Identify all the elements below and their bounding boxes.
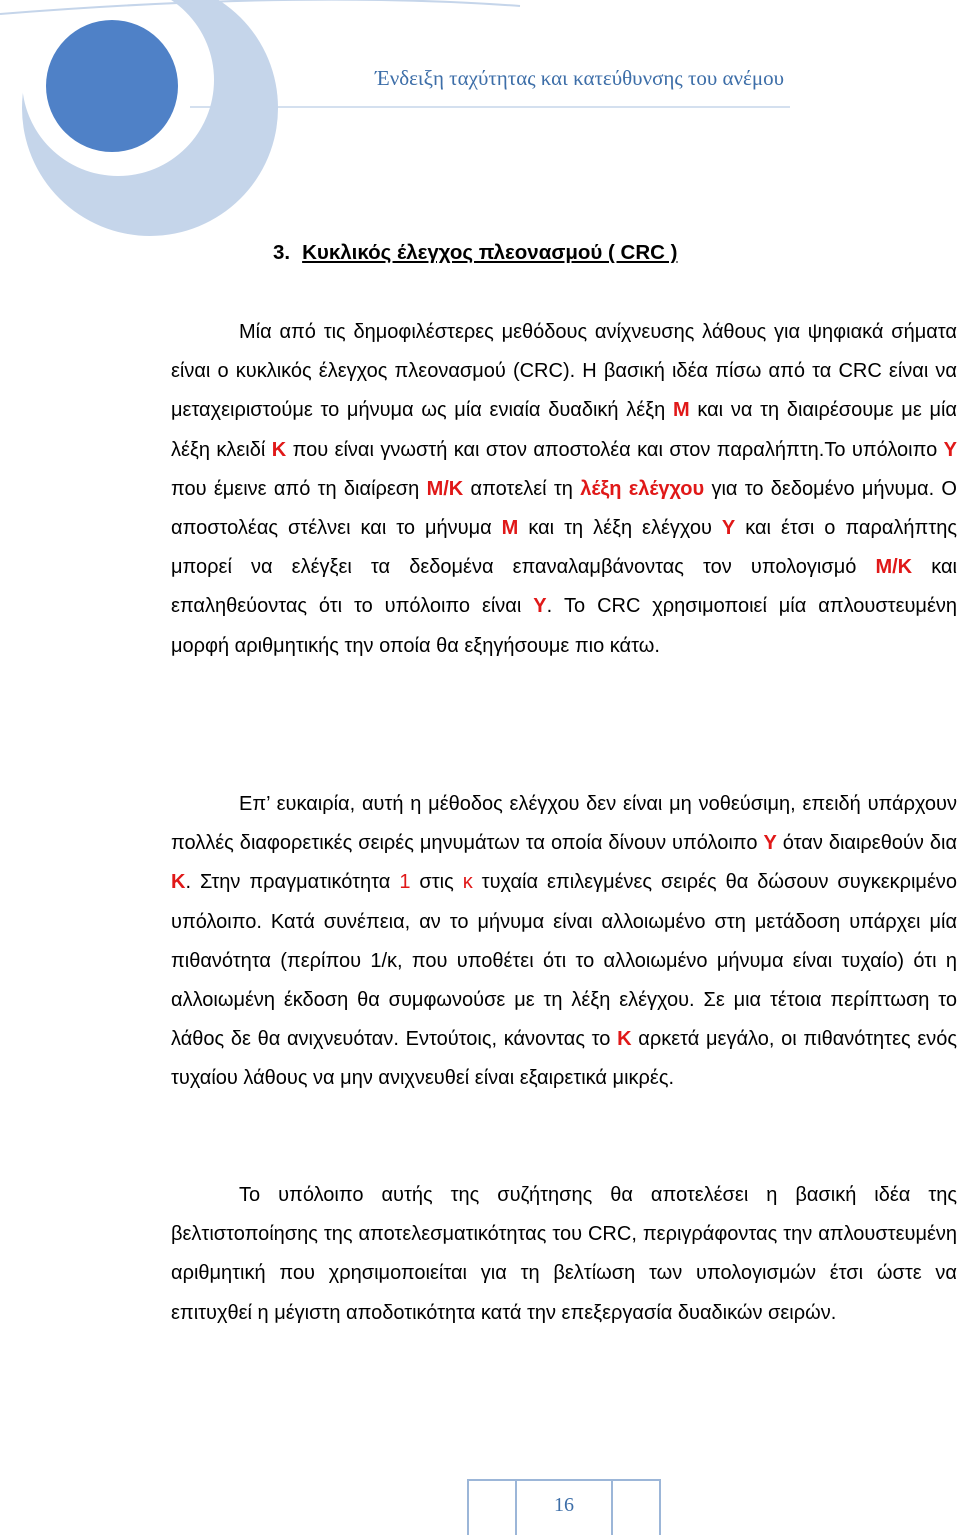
text-run: . Το CRC χρησιμοποιεί μία απλουστευμένη μορφή αριθμητικής την οποία θα εξηγήσουμε πιο κάτω. (171, 595, 957, 657)
text-run: για το δεδομένο μήνυμα. Ο αποστολέας στέλνει και το μήνυμα (171, 477, 957, 540)
section-number: 3. (273, 241, 291, 264)
symbol-m: M (501, 517, 519, 540)
text-run: όταν διαιρεθούν δια (776, 832, 958, 855)
symbol-k: K (271, 438, 287, 461)
text-run: που έμεινε από τη διαίρεση (171, 477, 427, 500)
symbol-y: Y (533, 595, 547, 618)
symbol-y: Y (943, 438, 957, 461)
text-run: και να τη διαιρέσουμε με μία λέξη κλειδί (171, 399, 957, 461)
section-title: Κυκλικός έλεγχος πλεονασμού ( CRC ) (302, 241, 678, 264)
header-decoration (0, 0, 960, 240)
symbol-k: K (617, 1028, 632, 1051)
symbol-k: K (171, 871, 186, 894)
text-run: Επ’ ευκαιρία, αυτή η μέθοδος ελέγχου δεν είναι μη νοθεύσιμη, επειδή υπάρχουν πολλές διαφορετικές σειρές μηνυμάτων τα οποία δίνουν υπόλοιπο (171, 793, 957, 855)
text-run: και έτσι ο παραλήπτης μπορεί να ελέγξει τα δεδομένα επαναλαμβάνοντας τον υπολογισμό (171, 517, 958, 579)
symbol-y: Y (763, 832, 777, 855)
text-run: που είναι γνωστή και στον αποστολέα και στον παραλήπτη.Το υπόλοιπο (286, 438, 944, 461)
text-run: στις (410, 871, 463, 894)
running-header-title: Ένδειξη ταχύτητας και κατεύθυνσης του ανέμου (375, 66, 784, 90)
text-run: αποτελεί τη (463, 477, 581, 500)
symbol-m: M (672, 399, 690, 422)
text-run: Μία από τις δημοφιλέστερες μεθόδους ανίχνευσης λάθους για ψηφιακά σήματα είναι ο κυκλικός έλεγχος πλεονασμού (CRC). Η βασική ιδέα πίσω από τα CRC είναι να μεταχειριστούμε το μήνυμα ως μία ενιαία δυαδική λέξη (171, 321, 957, 422)
text-run: τυχαία επιλεγμένες σειρές θα δώσουν συγκεκριμένο υπόλοιπο. Κατά συνέπεια, αν το μήνυμα είναι αλλοιωμένο στη μετάδοση υπάρχει μία πιθανότητα (περίπου 1/κ, που υποθέτει ότι το αλλοιωμένο μήνυμα είναι τυχαίο) ότι η αλλοιωμένη έκδοση θα συμφωνούσε με τη λέξη ελέγχου. Σε μια τέτοια περίπτωση το λάθος δε θα ανιχνευόταν. Εντούτοις, κάνοντας το (171, 871, 957, 1051)
symbol-m-over-k: M/K (875, 556, 913, 579)
symbol-m-over-k: M/K (426, 477, 464, 500)
symbol-y: Y (721, 517, 736, 540)
decor-circle-dark (46, 20, 178, 152)
check-word-term: λέξη ελέγχου (580, 477, 705, 500)
page-number: 16 (554, 1494, 574, 1516)
text-run: . Στην πραγματικότητα (185, 871, 400, 894)
paragraph-crc-intro (171, 313, 957, 666)
symbol-one: 1 (399, 871, 411, 894)
text-run: και επαληθεύοντας ότι το υπόλοιπο είναι (171, 556, 957, 618)
symbol-kappa: κ (462, 871, 473, 894)
paragraph-crc-optimization: Το υπόλοιπο αυτής της συζήτησης θα αποτελέσει η βασική ιδέα της βελτιστοποίησης της αποτελεσματικότητας του CRC, περιγράφοντας την απλουστευμένη αριθμητική που χρησιμοποιείται για τη βελτίωση των υπολογισμών έτσι ώστε να επιτυχθεί η μέγιστη αποδοτικότητα κατά την επεξεργασία δυαδικών σειρών. (171, 1184, 957, 1324)
text-run: και τη λέξη ελέγχου (518, 517, 722, 540)
paragraph-crc-limitations (171, 785, 957, 1099)
text-run: αρκετά μεγάλο, οι πιθανότητες ενός τυχαίου λάθους να μην ανιχνευθεί είναι εξαιρετικά μικρές. (171, 1028, 958, 1090)
section-heading (273, 241, 678, 265)
